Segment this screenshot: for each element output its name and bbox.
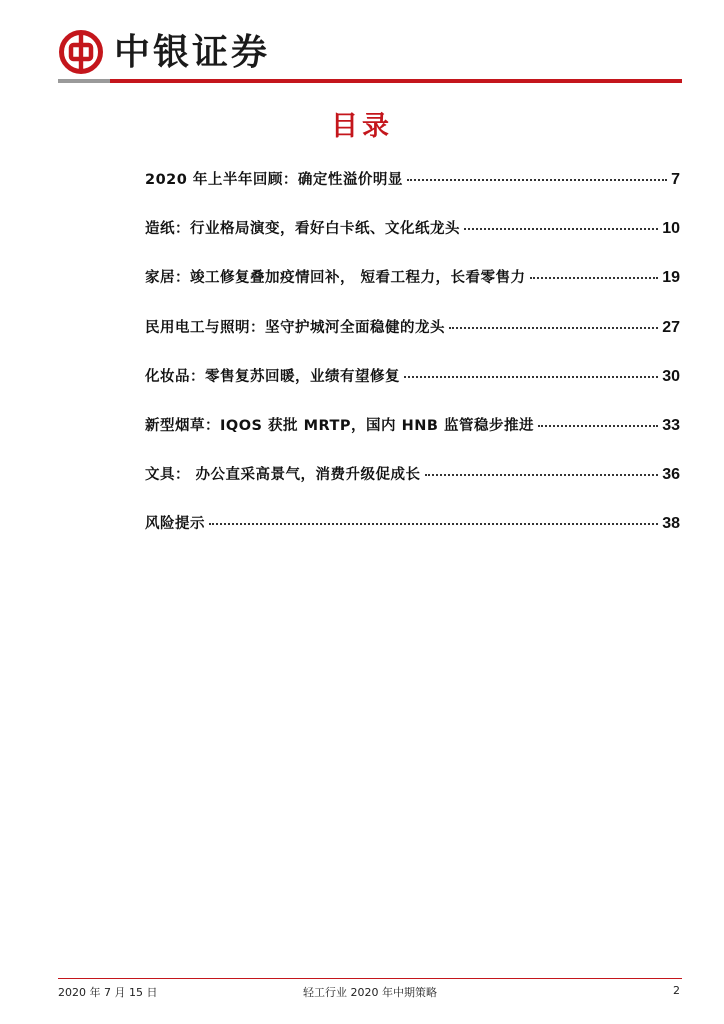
toc-entry-label: 文具： 办公直采高景气，消费升级促成长: [145, 467, 421, 484]
header-rule-red: [110, 79, 682, 83]
footer-page-number: 2: [673, 984, 680, 997]
toc-leader: [425, 474, 659, 476]
toc-entry-label: 化妆品：零售复苏回暖，业绩有望修复: [145, 368, 400, 385]
toc-entry-label: 家居：竣工修复叠加疫情回补， 短看工程力，长看零售力: [145, 270, 526, 287]
toc-entry[interactable]: [145, 316, 680, 365]
footer-report-title: 轻工行业 2020 年中期策略: [303, 986, 437, 999]
toc-entry-page: 7: [671, 171, 680, 188]
toc-entry-label: 2020 年上半年回顾：确定性溢价明显: [145, 172, 403, 188]
toc-entry[interactable]: [145, 168, 680, 217]
toc-entry-page: 10: [662, 220, 680, 238]
toc-entry[interactable]: [145, 365, 680, 414]
toc-leader: [538, 425, 658, 427]
toc-entry[interactable]: [145, 414, 680, 463]
toc-entry[interactable]: [145, 217, 680, 266]
toc-title: 目录: [331, 111, 393, 142]
toc-entry[interactable]: [145, 463, 680, 512]
toc-entry-label: 风险提示: [145, 516, 205, 533]
toc-entry-page: 27: [662, 318, 680, 336]
toc-entry-page: 38: [662, 515, 680, 533]
brand-name: 中银证券: [114, 31, 271, 73]
toc-entry-page: 33: [662, 416, 680, 434]
bank-of-china-logo-icon: [58, 29, 104, 75]
toc-leader: [530, 277, 659, 279]
footer-rule: [58, 978, 682, 979]
toc-entry-label: 民用电工与照明：坚守护城河全面稳健的龙头: [145, 319, 445, 336]
toc-entry-page: 36: [662, 466, 680, 484]
page-footer: [58, 984, 682, 1000]
toc-entry[interactable]: [145, 512, 680, 561]
toc-leader: [404, 376, 658, 378]
footer-date: 2020 年 7 月 15 日: [58, 986, 158, 999]
toc-leader: [464, 228, 658, 230]
toc-leader: [209, 523, 658, 525]
page-header: [58, 28, 270, 76]
toc-entry-page: 30: [662, 367, 680, 385]
toc-entry-label: 新型烟草：IQOS 获批 MRTP，国内 HNB 监管稳步推进: [145, 417, 534, 434]
toc-leader: [449, 327, 658, 329]
toc-list: [145, 168, 680, 562]
header-rule-gray: [58, 79, 110, 83]
toc-entry-label: 造纸：行业格局演变，看好白卡纸、文化纸龙头: [145, 221, 460, 238]
toc-entry[interactable]: [145, 266, 680, 315]
toc-entry-page: 19: [662, 269, 680, 287]
toc-leader: [407, 179, 667, 181]
